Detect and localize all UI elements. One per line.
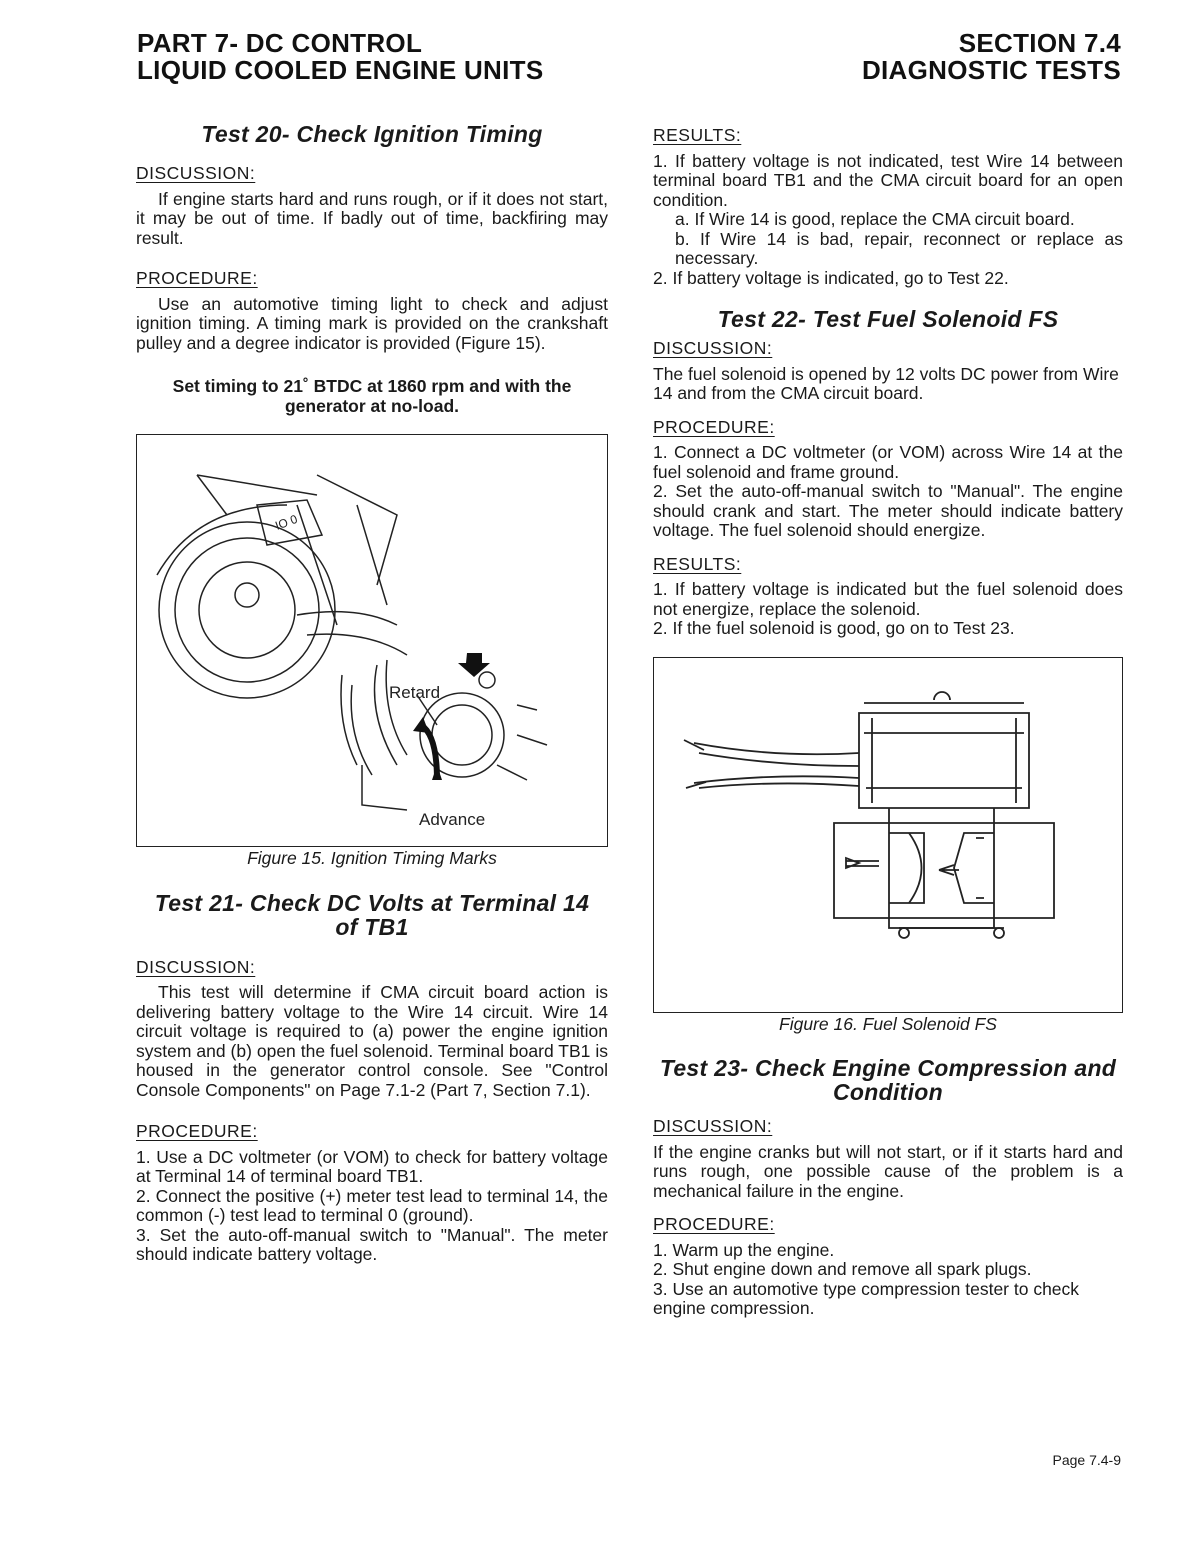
page-header-left xyxy=(137,30,543,84)
test20-discussion: If engine starts hard and runs rough, or if it does not start, it may be out of time. If badly out of time, backfiring may result. xyxy=(136,188,608,248)
list-item: 1. If battery voltage is indicated but the fuel solenoid does not energize, replace the solenoid. xyxy=(653,579,1123,619)
part-title: PART 7- DC CONTROL xyxy=(137,28,423,58)
advance-label: Advance xyxy=(419,810,486,829)
list-item: 1. If battery voltage is not indicated, test Wire 14 between terminal board TB1 and the CMA circuit board for an open condition. xyxy=(653,150,1123,210)
ignition-timing-illustration xyxy=(137,435,607,846)
test22-results-label: RESULTS: xyxy=(653,553,742,574)
fuel-solenoid-illustration xyxy=(654,658,1126,1012)
test23-title-line1: Test 23- Check Engine Compression and xyxy=(659,1055,1117,1081)
list-item: 1. Use a DC voltmeter (or VOM) to check for battery voltage at Terminal 14 of terminal board TB1. xyxy=(136,1146,608,1186)
list-item: 1. Warm up the engine. xyxy=(653,1239,835,1260)
figure-16-caption: Figure 16. Fuel Solenoid FS xyxy=(779,1013,997,1034)
list-item: 2. Set the auto-off-manual switch to "Manual". The engine should crank and start. The meter should indicate battery voltage. The fuel solenoid should energize. xyxy=(653,481,1123,540)
test23-procedure-label: PROCEDURE: xyxy=(653,1214,775,1234)
svg-text:IO 0: IO 0 xyxy=(273,511,300,533)
test21-title xyxy=(136,891,608,939)
timing-note-line2: generator at no-load. xyxy=(284,396,460,416)
test22-procedure-label: PROCEDURE: xyxy=(653,416,775,437)
test21-title-line1: Test 21- Check DC Volts at Terminal 14 xyxy=(154,889,590,916)
timing-note xyxy=(136,376,608,416)
figure-15-caption: Figure 15. Ignition Timing Marks xyxy=(247,848,497,868)
test21-results-label: RESULTS: xyxy=(653,125,742,145)
test20-title: Test 20- Check Ignition Timing xyxy=(201,121,543,147)
test20-procedure: Use an automotive timing light to check and adjust ignition timing. A timing mark is provided on the crankshaft pulley and a degree indicator is provided (Figure 15). xyxy=(136,293,608,353)
part-subtitle: LIQUID COOLED ENGINE UNITS xyxy=(137,55,544,85)
test23-discussion-label: DISCUSSION: xyxy=(653,1116,773,1136)
test20-procedure-label: PROCEDURE: xyxy=(136,268,258,288)
list-item: 2. Shut engine down and remove all spark plugs. xyxy=(653,1259,1032,1279)
timing-note-line1: Set timing to 21˚ BTDC at 1860 rpm and with the xyxy=(172,376,572,396)
figure-15 xyxy=(136,434,608,847)
list-item: 2. Connect the positive (+) meter test lead to terminal 14, the common (-) test lead to terminal 0 (ground). xyxy=(136,1185,608,1225)
list-item: 3. Use an automotive type compression tester to check engine compression. xyxy=(653,1278,1080,1318)
figure-16 xyxy=(653,657,1123,1013)
test23-discussion: If the engine cranks but will not start, or if it starts hard and runs rough, one possible cause of the problem is a mechanical failure in the engine. xyxy=(653,1141,1123,1201)
right-column xyxy=(653,122,1123,1319)
test23-title xyxy=(653,1056,1123,1104)
list-item: 1. Connect a DC voltmeter (or VOM) across Wire 14 at the fuel solenoid and frame ground. xyxy=(653,442,1123,482)
list-item: a. If Wire 14 is good, replace the CMA circuit board. xyxy=(675,209,1075,229)
test21-discussion: This test will determine if CMA circuit board action is delivering battery voltage to the Wire 14 circuit. Wire 14 circuit voltage is required to (a) power the engine ignition system and (b) open the fuel solenoid. Terminal board TB1 is housed in the generator control console. See "Control Console Components" on Page 7.1-2 (Part 7, Section 7.1). xyxy=(136,982,608,1100)
test22-discussion: The fuel solenoid is opened by 12 volts DC power from Wire 14 and from the CMA circuit board. xyxy=(653,363,1119,403)
arrow-down-icon xyxy=(458,653,490,677)
section-subtitle: DIAGNOSTIC TESTS xyxy=(861,55,1121,85)
page-number: Page 7.4-9 xyxy=(1052,1452,1121,1468)
test22-title: Test 22- Test Fuel Solenoid FS xyxy=(717,306,1059,332)
list-item: 2. If battery voltage is indicated, go to Test 22. xyxy=(653,267,1009,288)
list-item: 3. Set the auto-off-manual switch to "Manual". The meter should indicate battery voltage. xyxy=(136,1224,608,1264)
list-item: 2. If the fuel solenoid is good, go on to Test 23. xyxy=(653,618,1015,638)
list-item: b. If Wire 14 is bad, repair, reconnect or replace as necessary. xyxy=(675,228,1123,268)
left-column xyxy=(136,122,608,1265)
page-header-right xyxy=(862,30,1121,84)
test20-discussion-label: DISCUSSION: xyxy=(136,163,256,183)
test21-title-line2: of TB1 xyxy=(335,913,409,940)
test21-procedure-label: PROCEDURE: xyxy=(136,1121,258,1141)
test23-title-line2: Condition xyxy=(833,1079,943,1105)
test22-discussion-label: DISCUSSION: xyxy=(653,338,773,358)
retard-label: Retard xyxy=(389,683,441,702)
test21-discussion-label: DISCUSSION: xyxy=(136,956,256,977)
section-title: SECTION 7.4 xyxy=(958,28,1121,58)
